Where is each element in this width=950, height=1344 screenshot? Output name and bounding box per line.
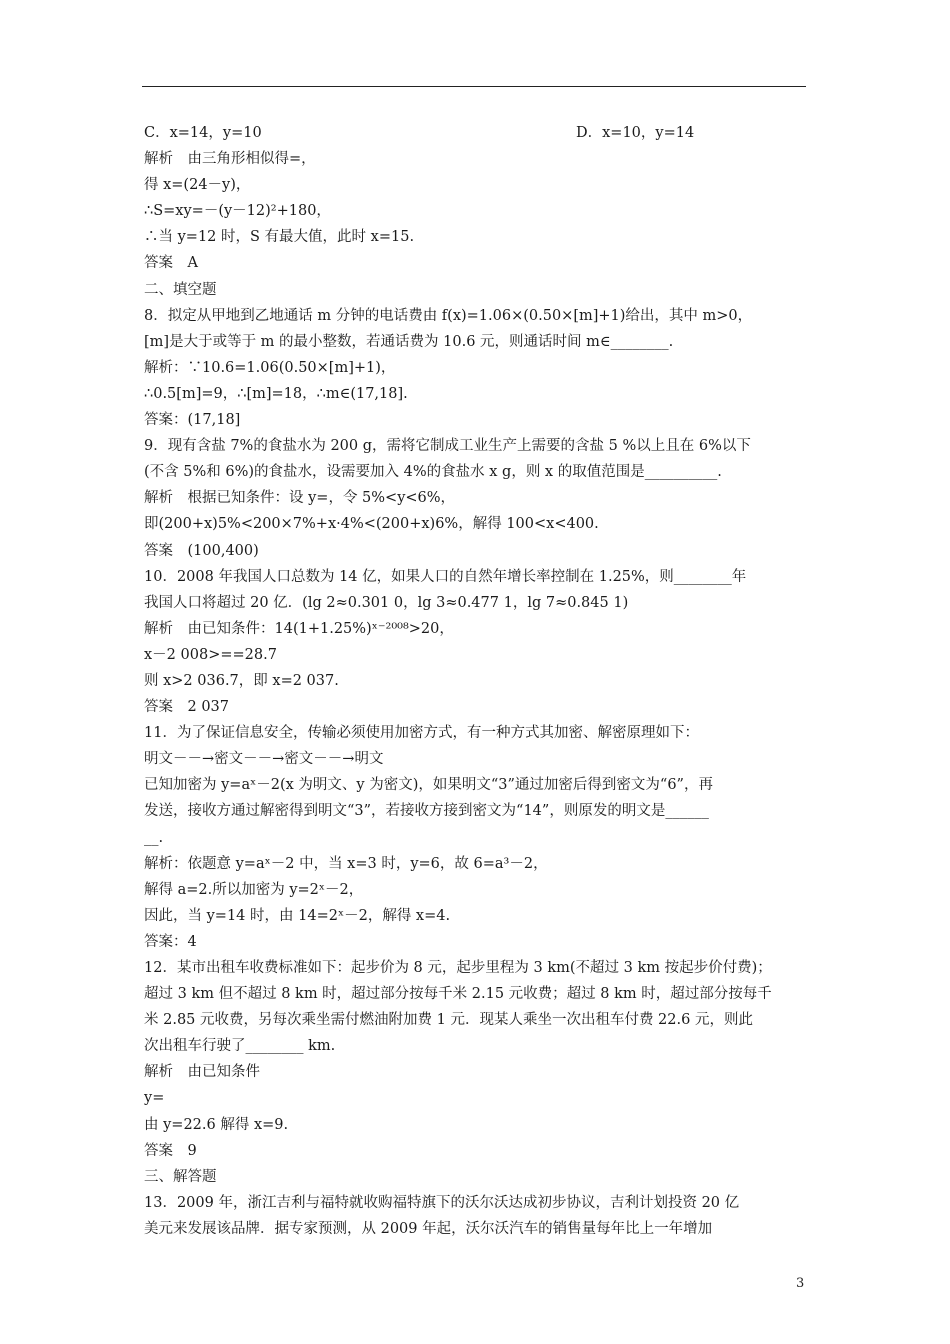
answer-options-row — [144, 120, 808, 146]
text-line: 已知加密为 y=aˣ－2(x 为明文、y 为密文)，如果明文“3”通过加密后得到密文为“6”，再 — [144, 777, 713, 794]
text-line: 答案 2 037 — [144, 699, 230, 716]
text-line: ∴0.5[m]=9，∴[m]=18，∴m∈(17,18]. — [144, 385, 408, 402]
text-line: 解析 由已知条件：14(1+1.25%)ˣ⁻²⁰⁰⁸>20， — [144, 620, 454, 637]
text-line: x－2 008>==28.7 — [144, 646, 277, 663]
option-c: C．x=14，y=10 — [144, 125, 262, 141]
text-line: 明文－－→密文－－→密文－－→明文 — [144, 751, 384, 768]
text-line: 次出租车行驶了________ km. — [144, 1038, 336, 1055]
header-rule — [142, 86, 806, 87]
page-number: 3 — [796, 1276, 805, 1291]
text-line: y= — [144, 1090, 165, 1107]
text-line: 解析 由已知条件 — [144, 1064, 260, 1081]
text-line: 答案 A — [144, 255, 198, 272]
text-line: 答案：(17,18] — [144, 412, 241, 429]
text-line: 得 x=(24－y)， — [144, 177, 251, 194]
text-line: 超过 3 km 但不超过 8 km 时，超过部分按每千米 2.15 元收费；超过 8 km 时，超过部分按每千 — [144, 986, 772, 1003]
text-line: 解析：依题意 y=aˣ－2 中，当 x=3 时，y=6，故 6=a³－2， — [144, 855, 548, 872]
text-line: ∴当 y=12 时，S 有最大值，此时 x=15. — [144, 229, 415, 246]
text-line: 即(200+x)5%<200×7%+x·4%<(200+x)6%，解得 100<x<400. — [144, 516, 599, 533]
text-line: 答案 (100,400) — [144, 542, 259, 559]
text-line: 8．拟定从甲地到乙地通话 m 分钟的电话费由 f(x)=1.06×(0.50×[m]+1)给出，其中 m>0， — [144, 307, 753, 324]
text-line: 答案：4 — [144, 933, 197, 950]
text-line: 13．2009 年，浙江吉利与福特就收购福特旗下的沃尔沃达成初步协议，吉利计划投资 20 亿 — [144, 1194, 740, 1211]
text-line: 二、填空题 — [144, 281, 217, 298]
text-line: 9．现有含盐 7%的食盐水为 200 g，需将它制成工业生产上需要的含盐 5 %以上且在 6%以下 — [144, 438, 751, 455]
text-lines — [144, 146, 808, 1242]
text-line: 则 x>2 036.7，即 x=2 037. — [144, 672, 339, 689]
text-line: 解析：∵10.6=1.06(0.50×[m]+1)， — [144, 359, 396, 376]
text-line: 发送，接收方通过解密得到明文“3”，若接收方接到密文为“14”，则原发的明文是______ — [144, 803, 709, 820]
option-d: D．x=10，y=14 — [576, 125, 695, 141]
text-line: 解析 由三角形相似得=， — [144, 151, 316, 168]
text-line: 12．某市出租车收费标准如下：起步价为 8 元，起步里程为 3 km(不超过 3 km 按起步价付费)； — [144, 960, 772, 976]
text-line: ∴S=xy=－(y－12)²+180， — [144, 203, 331, 220]
text-line: 11．为了保证信息安全，传输必须使用加密方式，有一种方式其加密、解密原理如下： — [144, 725, 699, 742]
text-line: 10．2008 年我国人口总数为 14 亿，如果人口的自然年增长率控制在 1.25%，则________年 — [144, 568, 747, 585]
text-line: 解析 根据已知条件：设 y=，令 5%<y<6%， — [144, 490, 456, 507]
text-line: 我国人口将超过 20 亿．(lg 2≈0.301 0，lg 3≈0.477 1，lg 7≈0.845 1) — [144, 594, 629, 611]
text-line: 美元来发展该品牌．据专家预测，从 2009 年起，沃尔沃汽车的销售量每年比上一年增加 — [144, 1220, 713, 1237]
text-line: 答案 9 — [144, 1142, 197, 1159]
text-line: 因此，当 y=14 时，由 14=2ˣ－2，解得 x=4. — [144, 907, 451, 924]
text-line: 三、解答题 — [144, 1168, 217, 1185]
text-line: 由 y=22.6 解得 x=9. — [144, 1116, 289, 1133]
text-line: __. — [144, 829, 164, 846]
text-line: 解得 a=2.所以加密为 y=2ˣ－2， — [144, 881, 364, 898]
page-content — [144, 120, 808, 1242]
text-line: (不含 5%和 6%)的食盐水，设需要加入 4%的食盐水 x g，则 x 的取值范围是__________. — [144, 464, 722, 481]
text-line: 米 2.85 元收费，另每次乘坐需付燃油附加费 1 元．现某人乘坐一次出租车付费 22.6 元，则此 — [144, 1012, 753, 1029]
text-line: [m]是大于或等于 m 的最小整数，若通话费为 10.6 元，则通话时间 m∈________. — [144, 333, 674, 350]
